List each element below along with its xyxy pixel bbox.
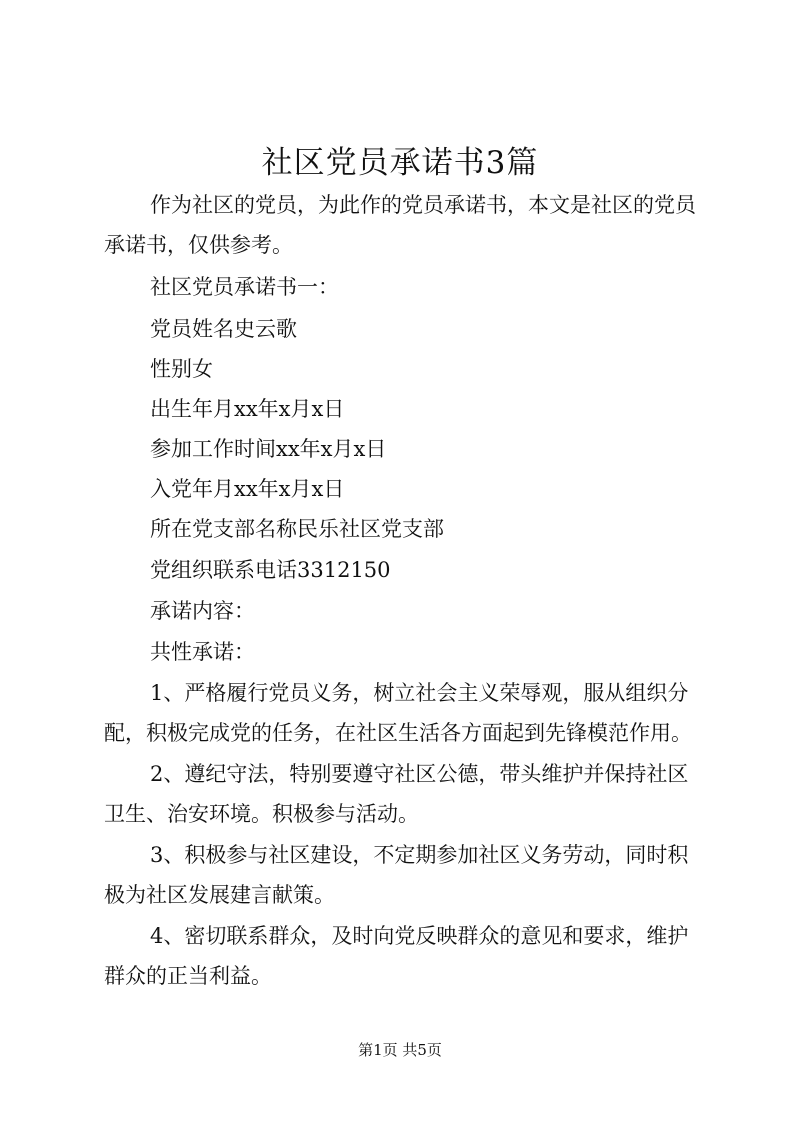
field-birth: 出生年月xx年x月x日 bbox=[150, 397, 345, 421]
promise-item-4-line-1: 4、密切联系群众，及时向党反映群众的意见和要求，维护 bbox=[150, 924, 689, 948]
field-gender: 性别女 bbox=[150, 357, 213, 381]
promise-item-3-line-2: 极为社区发展建言献策。 bbox=[104, 883, 335, 907]
document-title: 社区党员承诺书3篇 bbox=[261, 145, 539, 181]
intro-line-1: 作为社区的党员，为此作的党员承诺书，本文是社区的党员 bbox=[150, 193, 696, 217]
section-heading: 社区党员承诺书一： bbox=[150, 275, 339, 299]
field-phone: 党组织联系电话3312150 bbox=[150, 558, 391, 582]
common-promise-heading: 共性承诺： bbox=[150, 640, 255, 664]
promise-item-2-line-2: 卫生、治安环境。积极参与活动。 bbox=[104, 802, 419, 826]
promise-item-2-line-1: 2、遵纪守法，特别要遵守社区公德，带头维护并保持社区 bbox=[150, 762, 689, 786]
promise-heading: 承诺内容： bbox=[150, 599, 255, 623]
promise-item-1-line-1: 1、严格履行党员义务，树立社会主义荣辱观，服从组织分 bbox=[150, 681, 689, 705]
intro-line-2: 承诺书，仅供参考。 bbox=[104, 233, 293, 257]
promise-item-4-line-2: 群众的正当利益。 bbox=[104, 964, 272, 988]
field-work-start: 参加工作时间xx年x月x日 bbox=[150, 437, 387, 461]
page-indicator: 第1页 共5页 bbox=[358, 1041, 442, 1059]
field-name: 党员姓名史云歌 bbox=[150, 317, 297, 341]
field-party-join: 入党年月xx年x月x日 bbox=[150, 477, 345, 501]
promise-item-3-line-1: 3、积极参与社区建设，不定期参加社区义务劳动，同时积 bbox=[150, 843, 689, 867]
field-branch: 所在党支部名称民乐社区党支部 bbox=[150, 517, 444, 541]
promise-item-1-line-2: 配，积极完成党的任务，在社区生活各方面起到先锋模范作用。 bbox=[104, 721, 692, 745]
